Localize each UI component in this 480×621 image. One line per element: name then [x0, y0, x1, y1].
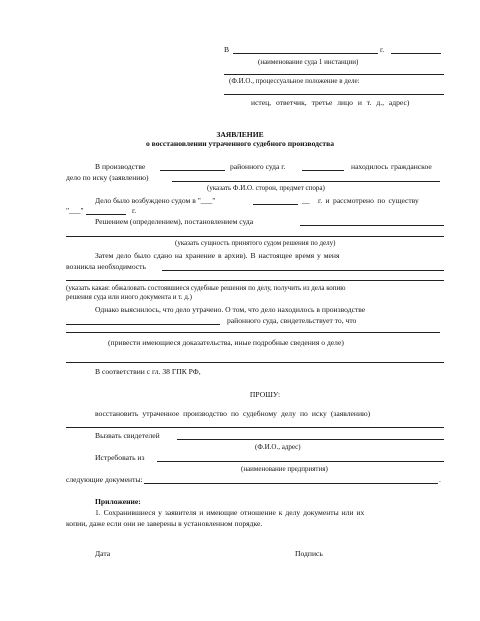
witness-line[interactable] [177, 439, 444, 440]
evidence-line-2[interactable] [66, 362, 444, 363]
court-archive-line[interactable] [66, 324, 220, 325]
to-prefix: В [224, 45, 230, 54]
case-parties-line[interactable] [172, 181, 440, 182]
demand-line[interactable] [157, 461, 444, 462]
p4-hint-2: решения суда или иного документа и т. д.) [66, 293, 192, 301]
docs-label: следующие документы: [66, 475, 143, 484]
witness-hint: (Ф.И.О., адрес) [255, 443, 301, 451]
date-label: Дата [95, 549, 111, 558]
request-text: восстановить утраченное производство по судебному делу по иску (заявлению) [95, 409, 371, 418]
demand-hint: (наименование предприятия) [241, 465, 328, 473]
person-roles: истец, ответчик, третье лицо и т. д., адрес) [251, 98, 410, 107]
p3-text-a: Решением (определением), постановлением суда [95, 217, 254, 226]
decision-line-1[interactable] [300, 225, 444, 226]
p3-hint: (указать сущность принятого судом решения по делу) [175, 239, 336, 247]
p4-text-a: Затем дело было сдано на хранение в архив). В настоящее время у меня [95, 251, 340, 260]
court-field-line[interactable] [160, 170, 225, 171]
request-title: ПРОШУ: [249, 390, 281, 399]
title-line-1: ЗАЯВЛЕНИЕ [216, 130, 264, 139]
p4-text-b: возникла необходимость [66, 262, 146, 271]
p1-hint: (указать Ф.И.О. сторон, предмет спора) [207, 184, 325, 192]
p4-hint-1: (указать какая: обжаловать состоявшиеся судебные решения по делу, получить из дела копию [66, 284, 346, 292]
appendix-item-1a: 1. Сохранившиеся у заявителя и имеющие отношение к делу документы или их [95, 508, 365, 517]
p1-text-a: В производстве [95, 162, 146, 171]
court-city-line[interactable] [391, 53, 441, 54]
p1-text-c: находилось гражданское [351, 162, 432, 171]
appendix-item-1b: копии, даже если они не заверены в установленном порядке. [66, 519, 263, 528]
title-line-2: о восстановлении утраченного судебного производства [145, 139, 335, 148]
city-field-line[interactable] [302, 170, 344, 171]
docs-line[interactable] [144, 483, 438, 484]
docs-period: . [439, 475, 441, 484]
p5-text-a: Однако выяснилось, что дело утрачено. О том, что дело находилось в производстве [95, 305, 366, 314]
p5-text-b: районного суда, свидетельствует то, что [227, 316, 357, 325]
decision-line-2[interactable] [66, 236, 444, 237]
person-hint: (Ф.И.О., процессуальное положение в деле: [229, 77, 360, 85]
evidence-line-1[interactable] [66, 332, 440, 333]
p2-text-a: Дело было возбуждено судом в "___" [95, 196, 216, 205]
necessity-line-2[interactable] [66, 280, 444, 281]
request-line[interactable] [66, 427, 444, 428]
signature-label: Подпись [295, 549, 323, 558]
necessity-line-1[interactable] [162, 270, 444, 271]
demand-label: Истребовать из [95, 453, 145, 462]
p1-text-d: дело по иску (заявлению) [66, 173, 149, 182]
appendix-title: Приложение: [95, 497, 141, 506]
p6-text: В соответствии с гл. 38 ГПК РФ, [95, 367, 201, 376]
person-line-1[interactable] [224, 74, 444, 75]
court-hint: (наименование суда 1 инстанции) [258, 58, 359, 66]
person-line-2[interactable] [224, 94, 444, 95]
p2-text-d: г. [132, 206, 137, 215]
court-name-line[interactable] [233, 53, 378, 54]
p1-text-b: районного суда г. [230, 162, 286, 171]
p5-hint: (привести имеющиеся доказательства, иные подробные сведения о деле) [108, 338, 344, 347]
start-date-line[interactable] [253, 204, 298, 205]
p2-text-c: "___" [66, 206, 84, 215]
court-suffix: г. [380, 45, 385, 54]
end-date-line[interactable] [86, 214, 126, 215]
p2-year-blank: __ [302, 196, 310, 205]
p2-text-b: г. и рассмотрено по существу [318, 196, 419, 205]
witness-label: Вызвать свидетелей [95, 431, 160, 440]
